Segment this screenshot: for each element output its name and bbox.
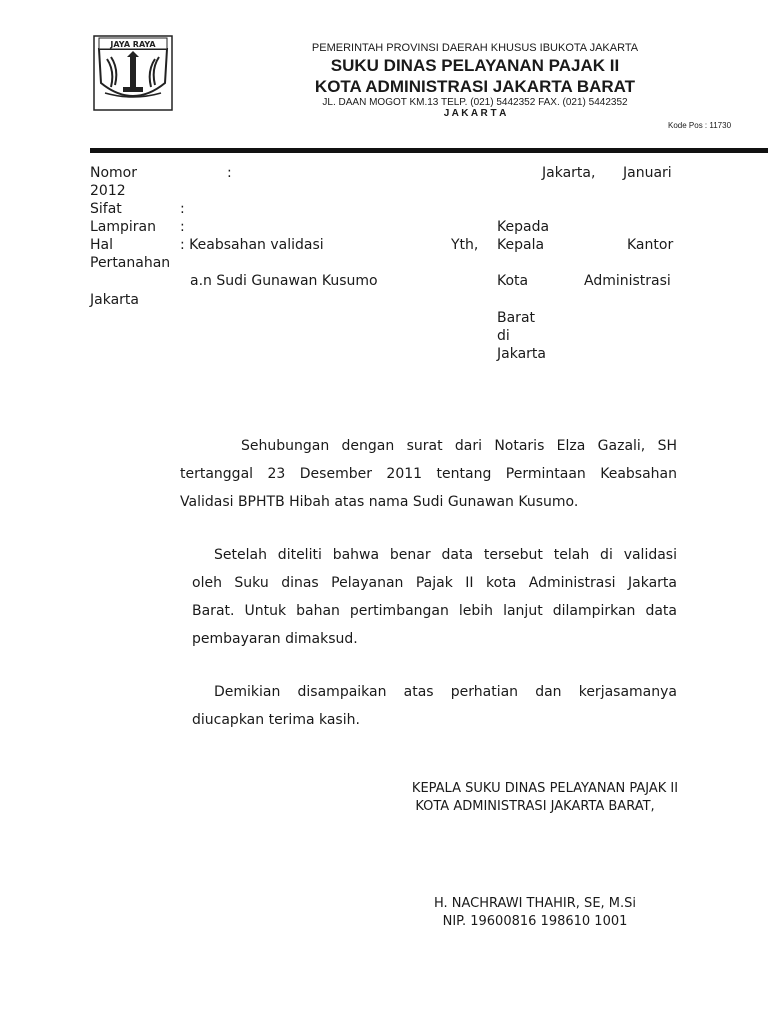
jakarta-emblem-logo bbox=[93, 35, 173, 111]
recipient-administrasi: Administrasi bbox=[584, 273, 671, 289]
lampiran-label: Lampiran bbox=[90, 219, 157, 235]
sifat-label: Sifat bbox=[90, 201, 122, 217]
paragraph-3-line-1: Demikian disampaikan atas perhatian dan kerjasamanya bbox=[214, 684, 677, 700]
signature-name: H. NACHRAWI THAHIR, SE, M.Si bbox=[433, 896, 637, 911]
paragraph-2-line-1: Setelah diteliti bahwa benar data tersebut telah di validasi bbox=[214, 547, 677, 563]
header-divider bbox=[90, 148, 768, 153]
header-postcode: Kode Pos : 11730 bbox=[668, 121, 732, 130]
signature-title-1: KEPALA SUKU DINAS PELAYANAN PAJAK II bbox=[411, 781, 679, 796]
paragraph-2-line-2: oleh Suku dinas Pelayanan Pajak II kota Administrasi Jakarta bbox=[192, 575, 677, 591]
header-government-line: PEMERINTAH PROVINSI DAERAH KHUSUS IBUKOTA JAKARTA bbox=[311, 42, 639, 54]
paragraph-2 bbox=[192, 541, 677, 653]
paragraph-2-line-4: pembayaran dimaksud. bbox=[192, 631, 358, 647]
hal-label: Hal bbox=[90, 237, 113, 253]
recipient-kepala: Kepala bbox=[497, 237, 545, 253]
nomor-colon: : bbox=[227, 165, 232, 181]
jakarta-text: Jakarta bbox=[90, 292, 139, 308]
header-office-name: SUKU DINAS PELAYANAN PAJAK II bbox=[330, 56, 620, 75]
letter-date-city: Jakarta, bbox=[542, 165, 596, 181]
paragraph-1-line-3: Validasi BPHTB Hibah atas nama Sudi Gunawan Kusumo. bbox=[180, 494, 579, 510]
recipient-kantor: Kantor bbox=[627, 237, 674, 253]
paragraph-1-line-2: tertanggal 23 Desember 2011 tentang Permintaan Keabsahan bbox=[180, 466, 677, 482]
header-city: J A K A R T A bbox=[443, 108, 507, 119]
recipient-kepada: Kepada bbox=[497, 219, 550, 235]
nomor-label: Nomor bbox=[90, 165, 137, 181]
hal-value: : Keabsahan validasi bbox=[180, 237, 324, 253]
recipient-jakarta: Jakarta bbox=[497, 346, 546, 362]
letter-date-month: Januari bbox=[623, 165, 672, 181]
signature-title-2: KOTA ADMINISTRASI JAKARTA BARAT, bbox=[415, 799, 655, 814]
lampiran-colon: : bbox=[180, 219, 185, 235]
signature-nip: NIP. 19600816 198610 1001 bbox=[442, 914, 628, 929]
header-address: JL. DAAN MOGOT KM.13 TELP. (021) 5442352 FAX. (021) 5442352 bbox=[322, 97, 628, 108]
recipient-barat: Barat bbox=[497, 310, 536, 326]
recipient-di: di bbox=[497, 328, 510, 344]
paragraph-3 bbox=[192, 678, 677, 734]
hal-subject-name: a.n Sudi Gunawan Kusumo bbox=[190, 273, 378, 289]
paragraph-1-line-1: Sehubungan dengan surat dari Notaris Elza Gazali, SH bbox=[241, 438, 677, 454]
pertanahan-text: Pertanahan bbox=[90, 255, 171, 271]
paragraph-1 bbox=[180, 432, 677, 516]
emblem-text: JAYA RAYA bbox=[110, 40, 156, 49]
recipient-kota: Kota bbox=[497, 273, 529, 289]
yth-label: Yth, bbox=[451, 237, 479, 253]
paragraph-2-line-3: Barat. Untuk bahan pertimbangan lebih lanjut dilampirkan data bbox=[192, 603, 677, 619]
letter-date-year: 2012 bbox=[90, 183, 126, 199]
paragraph-3-line-2: diucapkan terima kasih. bbox=[192, 712, 360, 728]
sifat-colon: : bbox=[180, 201, 185, 217]
header-city-admin: KOTA ADMINISTRASI JAKARTA BARAT bbox=[314, 77, 636, 96]
